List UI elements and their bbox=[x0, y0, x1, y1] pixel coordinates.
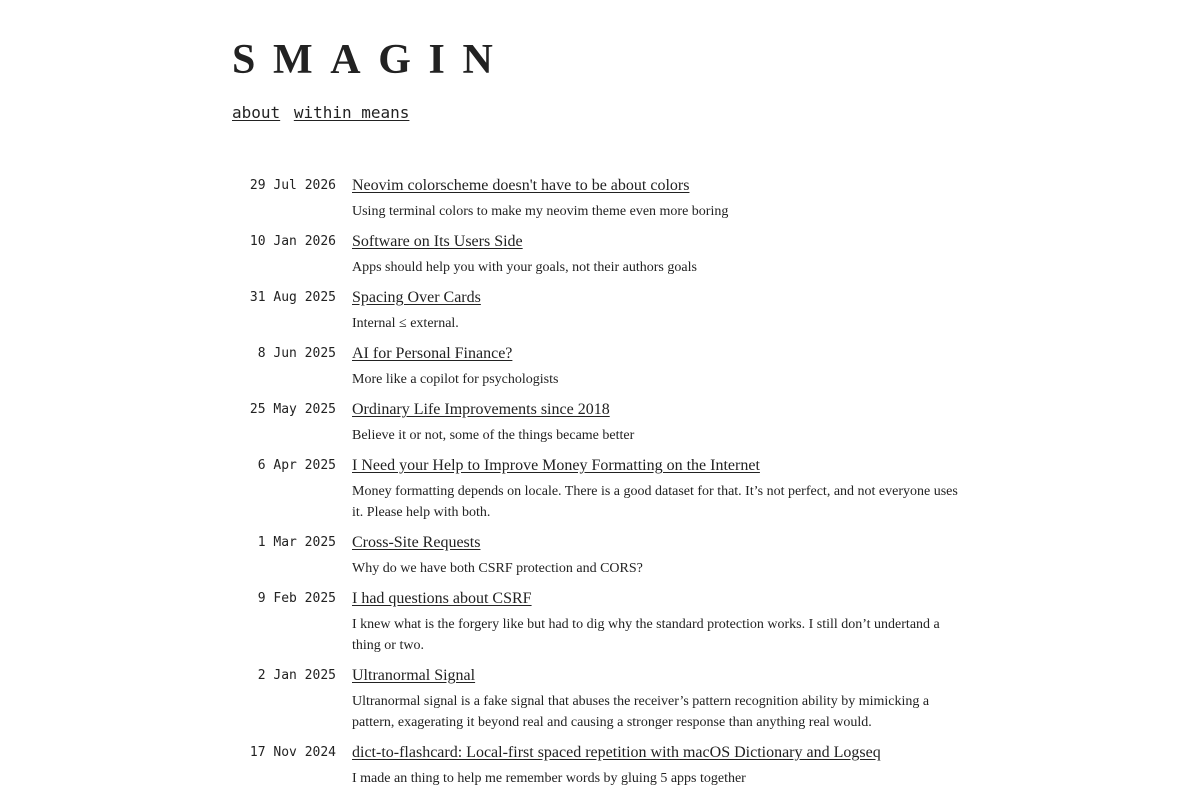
post-description: I made an thing to help me remember words by gluing 5 apps together bbox=[352, 771, 746, 786]
post-date: 6 Apr 2025 bbox=[257, 458, 336, 473]
post-item bbox=[232, 663, 962, 740]
post-description: More like a copilot for psychologists bbox=[352, 372, 559, 387]
post-title-link[interactable]: Ultranormal Signal bbox=[352, 667, 476, 684]
post-date: 25 May 2025 bbox=[249, 402, 336, 417]
post-description: Apps should help you with your goals, not their authors goals bbox=[352, 260, 697, 275]
post-body bbox=[352, 453, 962, 530]
post-title-link[interactable]: Ordinary Life Improvements since 2018 bbox=[352, 401, 610, 418]
post-description: Money formatting depends on locale. There is a good dataset for that. It’s not perfect, and not everyone uses it. Please help with both. bbox=[352, 484, 958, 520]
post-item bbox=[232, 453, 962, 530]
post-date: 2 Jan 2025 bbox=[257, 668, 336, 683]
post-date: 9 Feb 2025 bbox=[257, 591, 336, 606]
post-title-link[interactable]: dict-to-flashcard: Local-first spaced repetition with macOS Dictionary and Logseq bbox=[352, 744, 881, 761]
post-title-link[interactable]: AI for Personal Finance? bbox=[352, 345, 513, 362]
nav-link-within-means[interactable]: within means bbox=[293, 103, 410, 122]
post-item bbox=[232, 341, 962, 397]
post-title-link[interactable]: I had questions about CSRF bbox=[352, 590, 532, 607]
post-description: I knew what is the forgery like but had to dig why the standard protection works. I still don’t undertand a thing or two. bbox=[352, 617, 940, 653]
post-title-link[interactable]: Software on Its Users Side bbox=[352, 233, 523, 250]
post-description: Believe it or not, some of the things became better bbox=[352, 428, 635, 443]
nav-link-about[interactable]: about bbox=[232, 103, 281, 122]
post-description: Using terminal colors to make my neovim theme even more boring bbox=[352, 204, 729, 219]
post-title-link[interactable]: Neovim colorscheme doesn't have to be about colors bbox=[352, 177, 690, 194]
post-item bbox=[232, 229, 962, 285]
post-title-link[interactable]: Spacing Over Cards bbox=[352, 289, 481, 306]
post-item bbox=[232, 586, 962, 663]
post-body bbox=[352, 530, 962, 586]
post-body bbox=[352, 740, 962, 796]
post-body bbox=[352, 341, 962, 397]
post-item bbox=[232, 285, 962, 341]
post-body bbox=[352, 285, 962, 341]
post-body bbox=[352, 229, 962, 285]
post-list bbox=[232, 173, 962, 796]
post-body bbox=[352, 663, 962, 740]
post-date: 17 Nov 2024 bbox=[249, 745, 336, 760]
post-item bbox=[232, 740, 962, 796]
post-body bbox=[352, 586, 962, 663]
post-title-link[interactable]: I Need your Help to Improve Money Formatting on the Internet bbox=[352, 457, 760, 474]
post-date: 29 Jul 2026 bbox=[249, 178, 336, 193]
post-description: Why do we have both CSRF protection and CORS? bbox=[352, 561, 643, 576]
post-description: Internal ≤ external. bbox=[352, 316, 459, 331]
post-date: 8 Jun 2025 bbox=[257, 346, 336, 361]
post-body bbox=[352, 173, 962, 229]
post-item bbox=[232, 397, 962, 453]
post-date: 10 Jan 2026 bbox=[249, 234, 336, 249]
post-item bbox=[232, 173, 962, 229]
main-nav bbox=[232, 102, 413, 124]
post-title-link[interactable]: Cross-Site Requests bbox=[352, 534, 481, 551]
post-item bbox=[232, 530, 962, 586]
post-date: 31 Aug 2025 bbox=[249, 290, 336, 305]
post-body bbox=[352, 397, 962, 453]
post-date: 1 Mar 2025 bbox=[257, 535, 336, 550]
post-description: Ultranormal signal is a fake signal that abuses the receiver’s pattern recognition ability by mimicking a pattern, exagerating it beyond real and causing a stronger response than anything real would. bbox=[352, 694, 930, 730]
site-title: SMAGIN bbox=[232, 37, 511, 83]
